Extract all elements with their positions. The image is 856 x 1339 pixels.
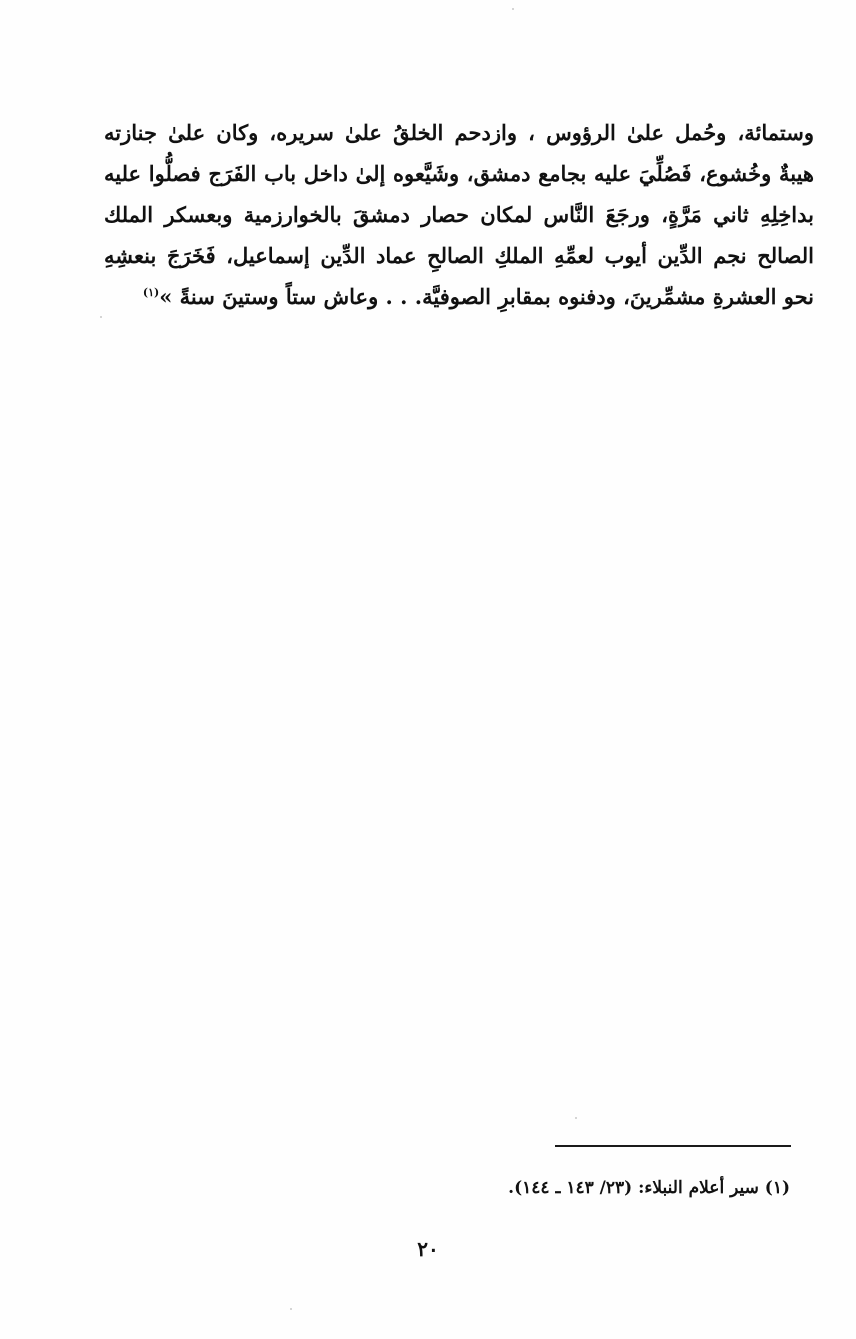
body-line: وستمائة، وحُمل علىٰ الرؤوس ، وازدحم الخلقُ علىٰ سريره، وكان علىٰ جنازته: [104, 120, 814, 145]
body-line: الصالح نجم الدِّين أيوب لعمِّهِ الملكِ الصالحِ عماد الدِّين إسماعيل، فَخَرَجَ بنعشِهِ: [104, 243, 814, 268]
body-line: نحو العشرةِ مشمِّرينَ، ودفنوه بمقابرِ الصوفيَّة. . . وعاش ستاً وستينَ سنةً »: [159, 284, 814, 309]
scan-speck: [290, 1308, 292, 1310]
footnote-separator: [555, 1145, 791, 1147]
body-line: هيبةٌ وخُشوع، فَصُلِّيَ عليه بجامع دمشق، وشَيَّعوه إلىٰ داخل باب الفَرَج فصلُّوا عليه: [104, 161, 814, 186]
footnote-reference[interactable]: (١): [142, 286, 160, 299]
body-paragraph: [104, 112, 814, 317]
scan-speck: [575, 1117, 577, 1119]
scan-speck: [100, 316, 102, 318]
scan-speck: [512, 8, 514, 10]
body-line: بداخِلِهِ ثاني مَرَّةٍ، ورجَعَ النَّاس لمكان حصار دمشقَ بالخوارزمية وبعسكر الملك: [104, 202, 814, 227]
page-number: ٢٠: [417, 1237, 439, 1261]
body-line-final: [126, 276, 814, 317]
footnote: (١) سير أعلام النبلاء: (٢٣/ ١٤٣ ـ ١٤٤).: [508, 1178, 790, 1198]
